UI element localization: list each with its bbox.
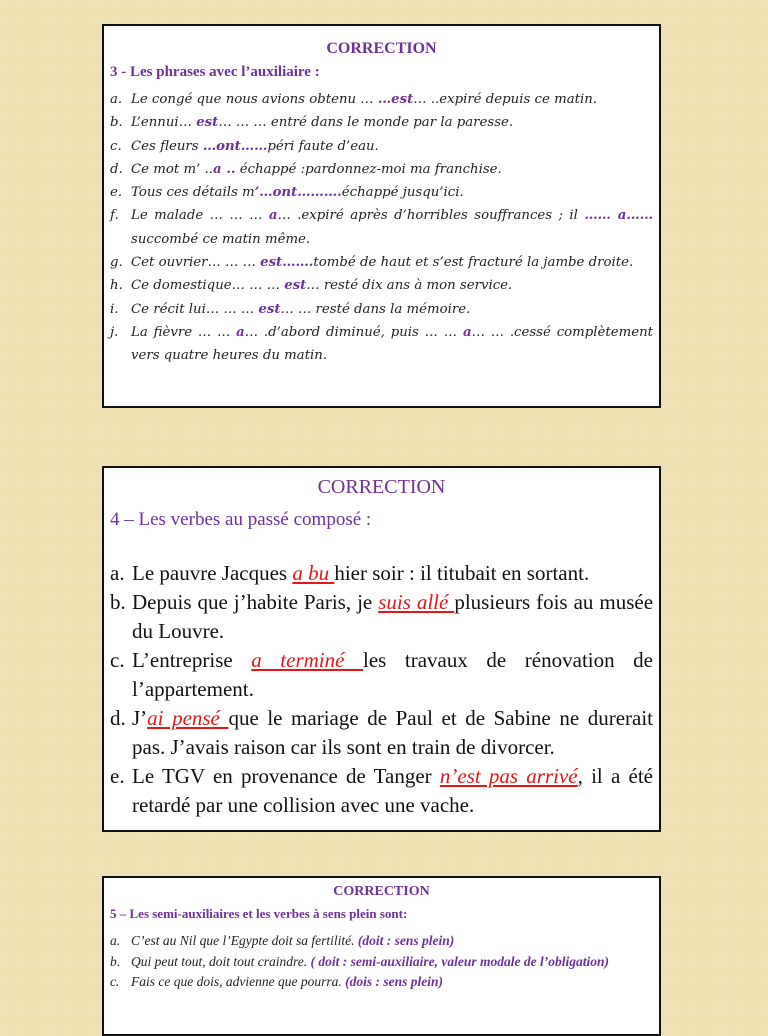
section-3-title: CORRECTION <box>326 40 437 57</box>
section-5-title: CORRECTION <box>333 884 430 899</box>
answer: a bu <box>292 561 335 585</box>
answer-note: (doit : sens plein) <box>357 933 455 948</box>
list-item: b. L’ennui… est… … … entré dans le monde par la paresse. <box>110 115 514 131</box>
list-item: c. Ces fleurs …ont……péri faute d’eau. <box>110 138 379 154</box>
correction-box-section-5 <box>102 876 661 1036</box>
list-item: f. Le malade … … … a… .expiré après d’horribles souffrances ; il …… a……succombé ce matin même. <box>110 208 653 247</box>
answer: n’est pas arrivé <box>439 764 578 788</box>
section-5-list <box>110 931 653 993</box>
list-item: h. Ce domestique… … … est… resté dix ans à mon service. <box>110 278 513 294</box>
list-item: d. Ce mot m’ ..a .. échappé :pardonnez-moi ma franchise. <box>110 161 502 177</box>
section-5-subtitle: 5 – Les semi-auxiliaires et les verbes à sens plein sont: <box>110 906 408 921</box>
answer: …ont…… <box>202 138 268 154</box>
section-4-title: CORRECTION <box>317 476 446 498</box>
list-item: i. Ce récit lui… … … est… … resté dans la mémoire. <box>110 301 471 317</box>
answer: a <box>236 324 245 340</box>
answer: est <box>284 278 307 294</box>
list-item: g. Cet ouvrier… … … est…….tombé de haut et s’est fracturé la jambe droite. <box>110 255 634 271</box>
list-item: c. Fais ce que dois, advienne que pourra. (dois : sens plein) <box>110 974 443 989</box>
list-item: a. C’est au Nil que l’Egypte doit sa fertilité. (doit : sens plein) <box>110 933 455 948</box>
list-item: b. Depuis que j’habite Paris, je suis allé plusieurs fois au musée du Louvre. <box>110 590 654 643</box>
answer: a <box>268 208 278 224</box>
section-3-subtitle: 3 - Les phrases avec l’auxiliaire : <box>110 64 320 80</box>
answer-note: (dois : sens plein) <box>345 974 443 989</box>
list-item: a. Le pauvre Jacques a bu hier soir : il titubait en sortant. <box>110 561 590 585</box>
list-item: b. Qui peut tout, doit tout craindre. ( doit : semi-auxiliaire, valeur modale de l’obligation) <box>110 953 609 969</box>
list-item: d. J’ai pensé que le mariage de Paul et de Sabine ne durerait pas. J’avais raison car ils sont en train de divorcer. <box>110 706 653 759</box>
answer: …… a…… <box>584 208 653 224</box>
answer: …est <box>377 92 414 107</box>
answer: est <box>196 115 219 131</box>
list-item: e. Le TGV en provenance de Tanger n’est pas arrivé, il a été retardé par une collision avec une vache. <box>110 764 653 817</box>
list-item: a. Le congé que nous avions obtenu … …est… ..expiré depuis ce matin. <box>110 92 598 107</box>
answer: a .. <box>212 161 236 177</box>
answer: ai pensé <box>147 706 229 730</box>
section-3-list <box>110 88 653 368</box>
answer: a terminé <box>251 648 364 672</box>
answer: ’…ont………. <box>254 185 342 201</box>
answer-note: ( doit : semi-auxiliaire, valeur modale de l’obligation) <box>310 953 609 969</box>
section-4-subtitle: 4 – Les verbes au passé composé : <box>110 509 372 530</box>
list-item: c. L’entreprise a terminé les travaux de rénovation de l’appartement. <box>110 648 653 701</box>
answer: suis allé <box>378 590 455 614</box>
correction-box-section-3 <box>102 24 661 408</box>
answer: a <box>462 324 472 340</box>
section-4-list <box>110 559 653 820</box>
answer: est……. <box>260 255 314 271</box>
list-item: j. La fièvre … … a… .d’abord diminué, puis … … a… … .cessé complètement vers quatre heures du matin. <box>110 324 653 364</box>
correction-box-section-4 <box>102 466 661 832</box>
answer: est <box>258 301 281 317</box>
list-item: e. Tous ces détails m’…ont……….échappé jusqu’ici. <box>110 185 464 201</box>
